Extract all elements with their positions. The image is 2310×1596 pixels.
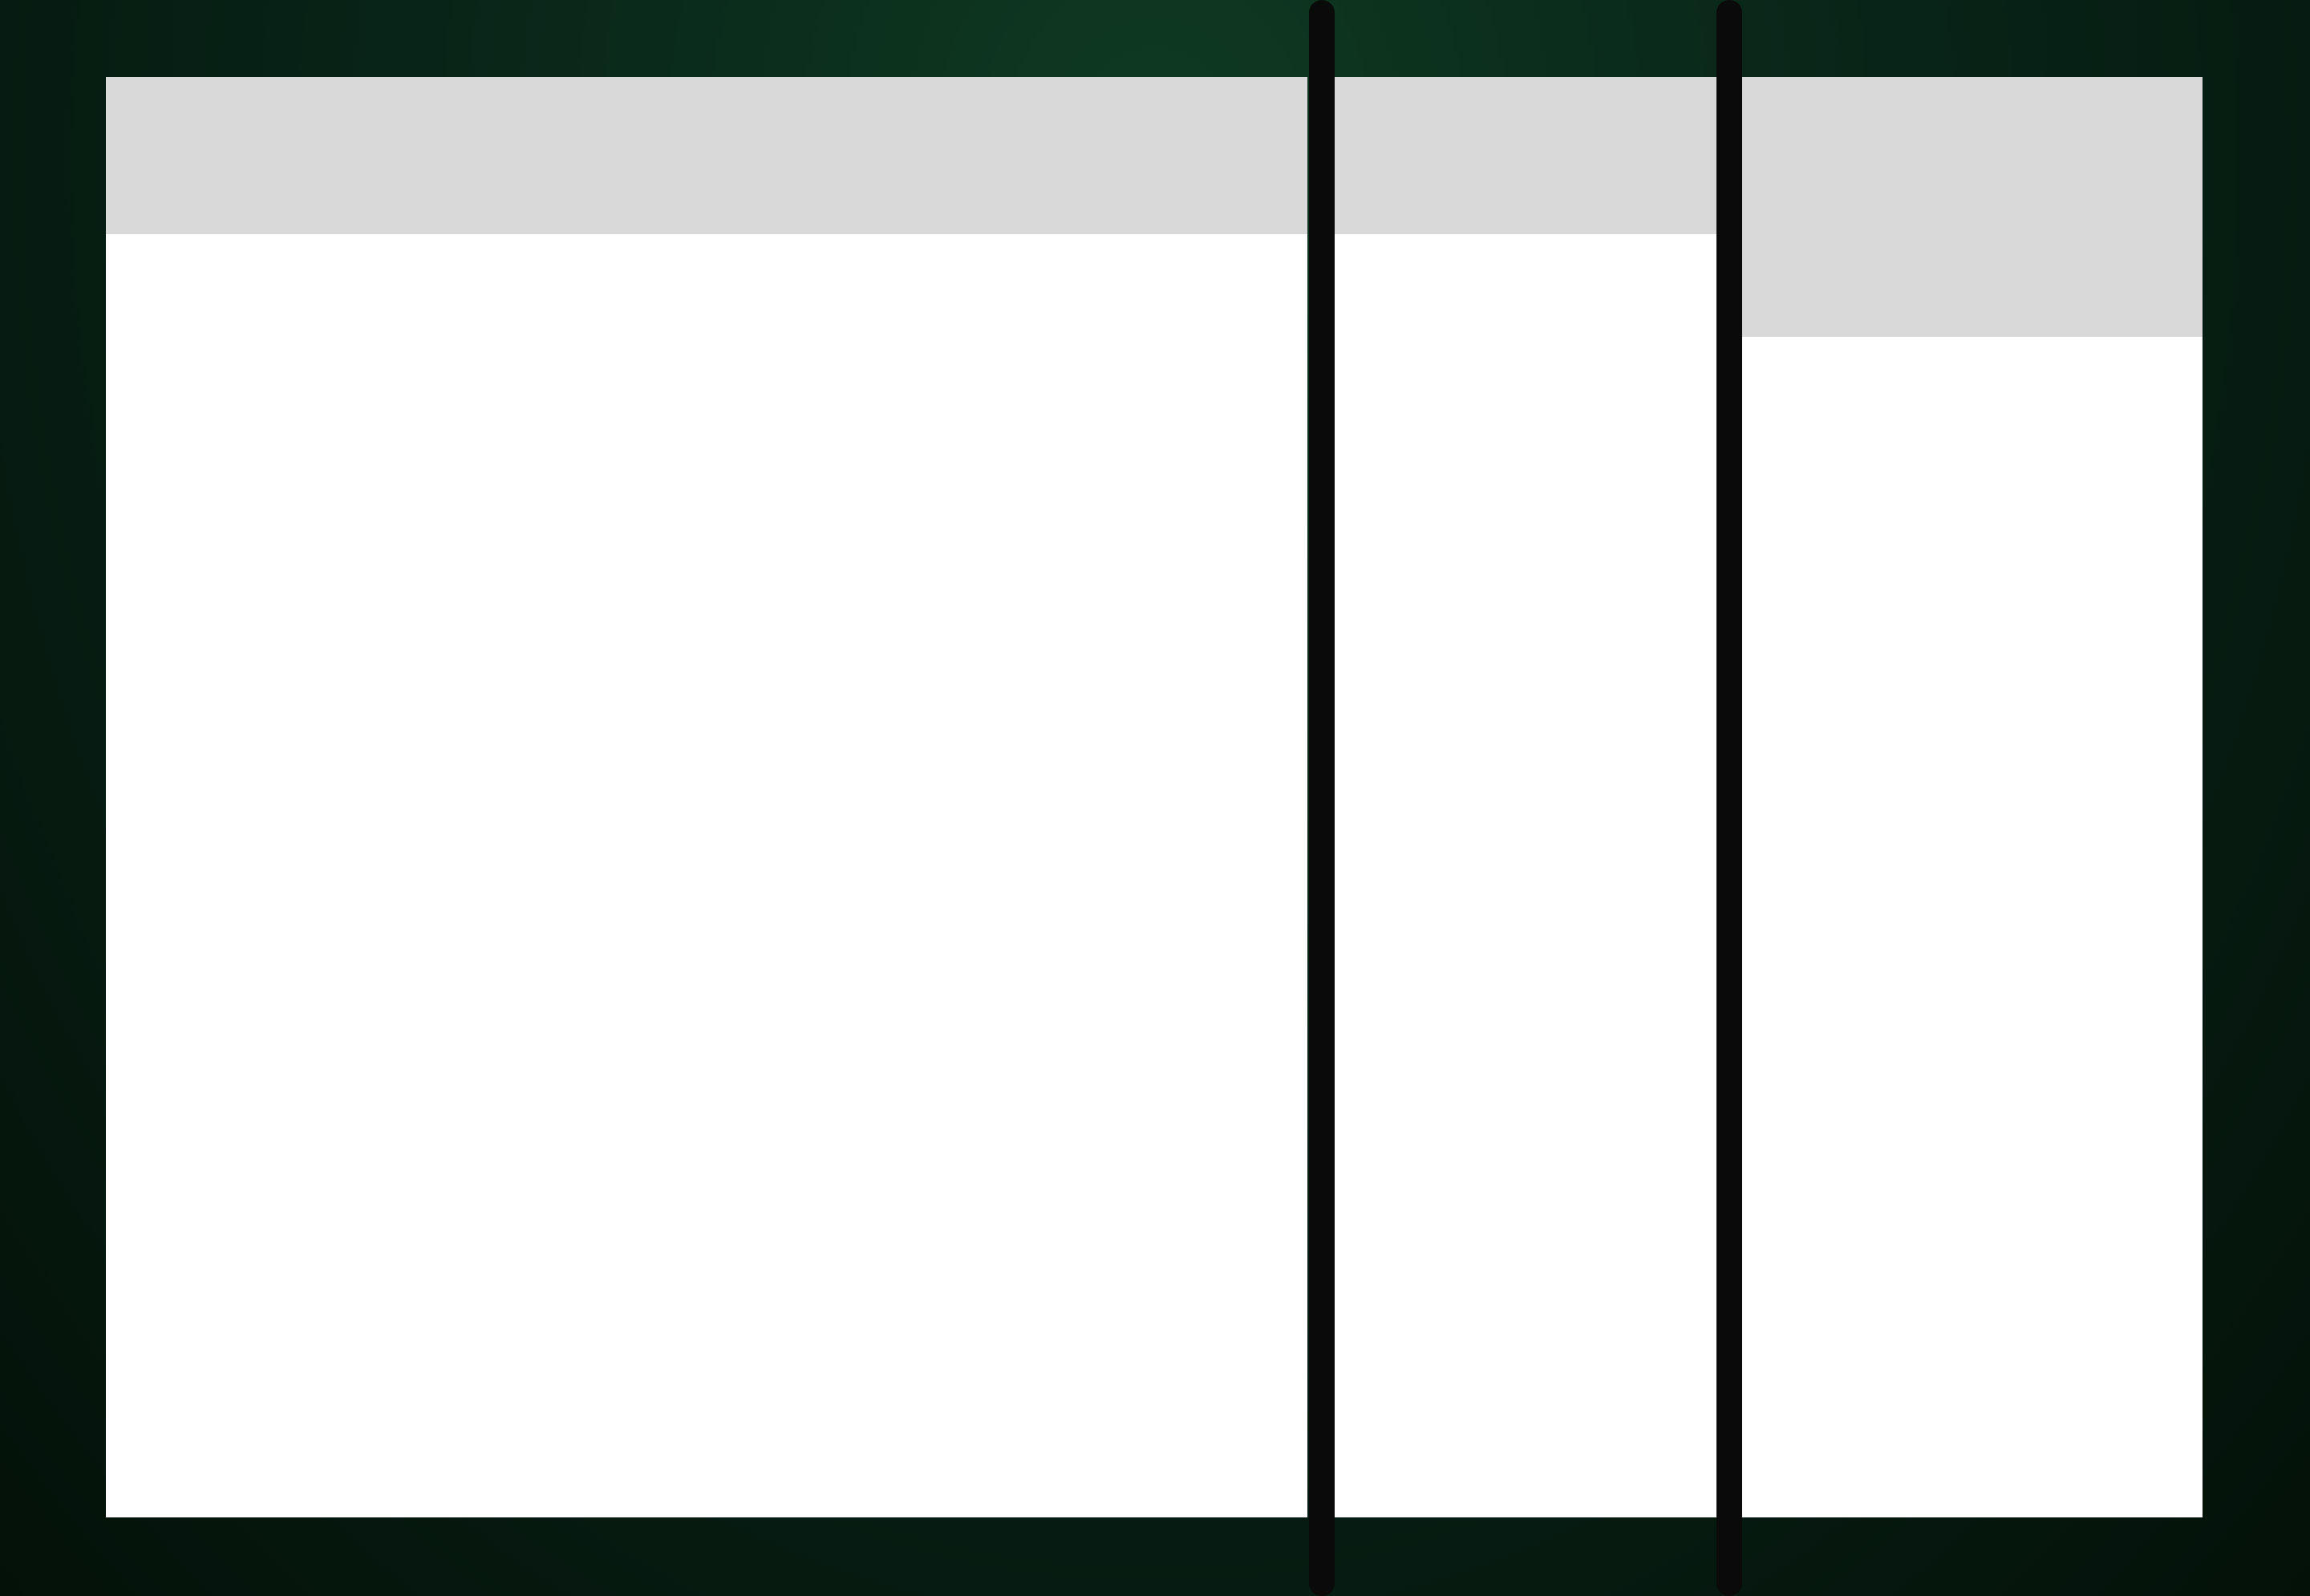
column-divider — [1309, 0, 1335, 1596]
member-column — [1742, 77, 2203, 1517]
member-header — [1742, 77, 2203, 234]
price-row-label — [106, 234, 1307, 337]
features-column — [106, 77, 1307, 1517]
nonmember-price-cell — [1335, 234, 1716, 337]
nonmember-header — [1335, 77, 1716, 234]
nonmember-column — [1335, 77, 1716, 1517]
features-header — [106, 77, 1307, 234]
member-price-cell — [1742, 234, 2203, 337]
column-divider — [1716, 0, 1742, 1596]
